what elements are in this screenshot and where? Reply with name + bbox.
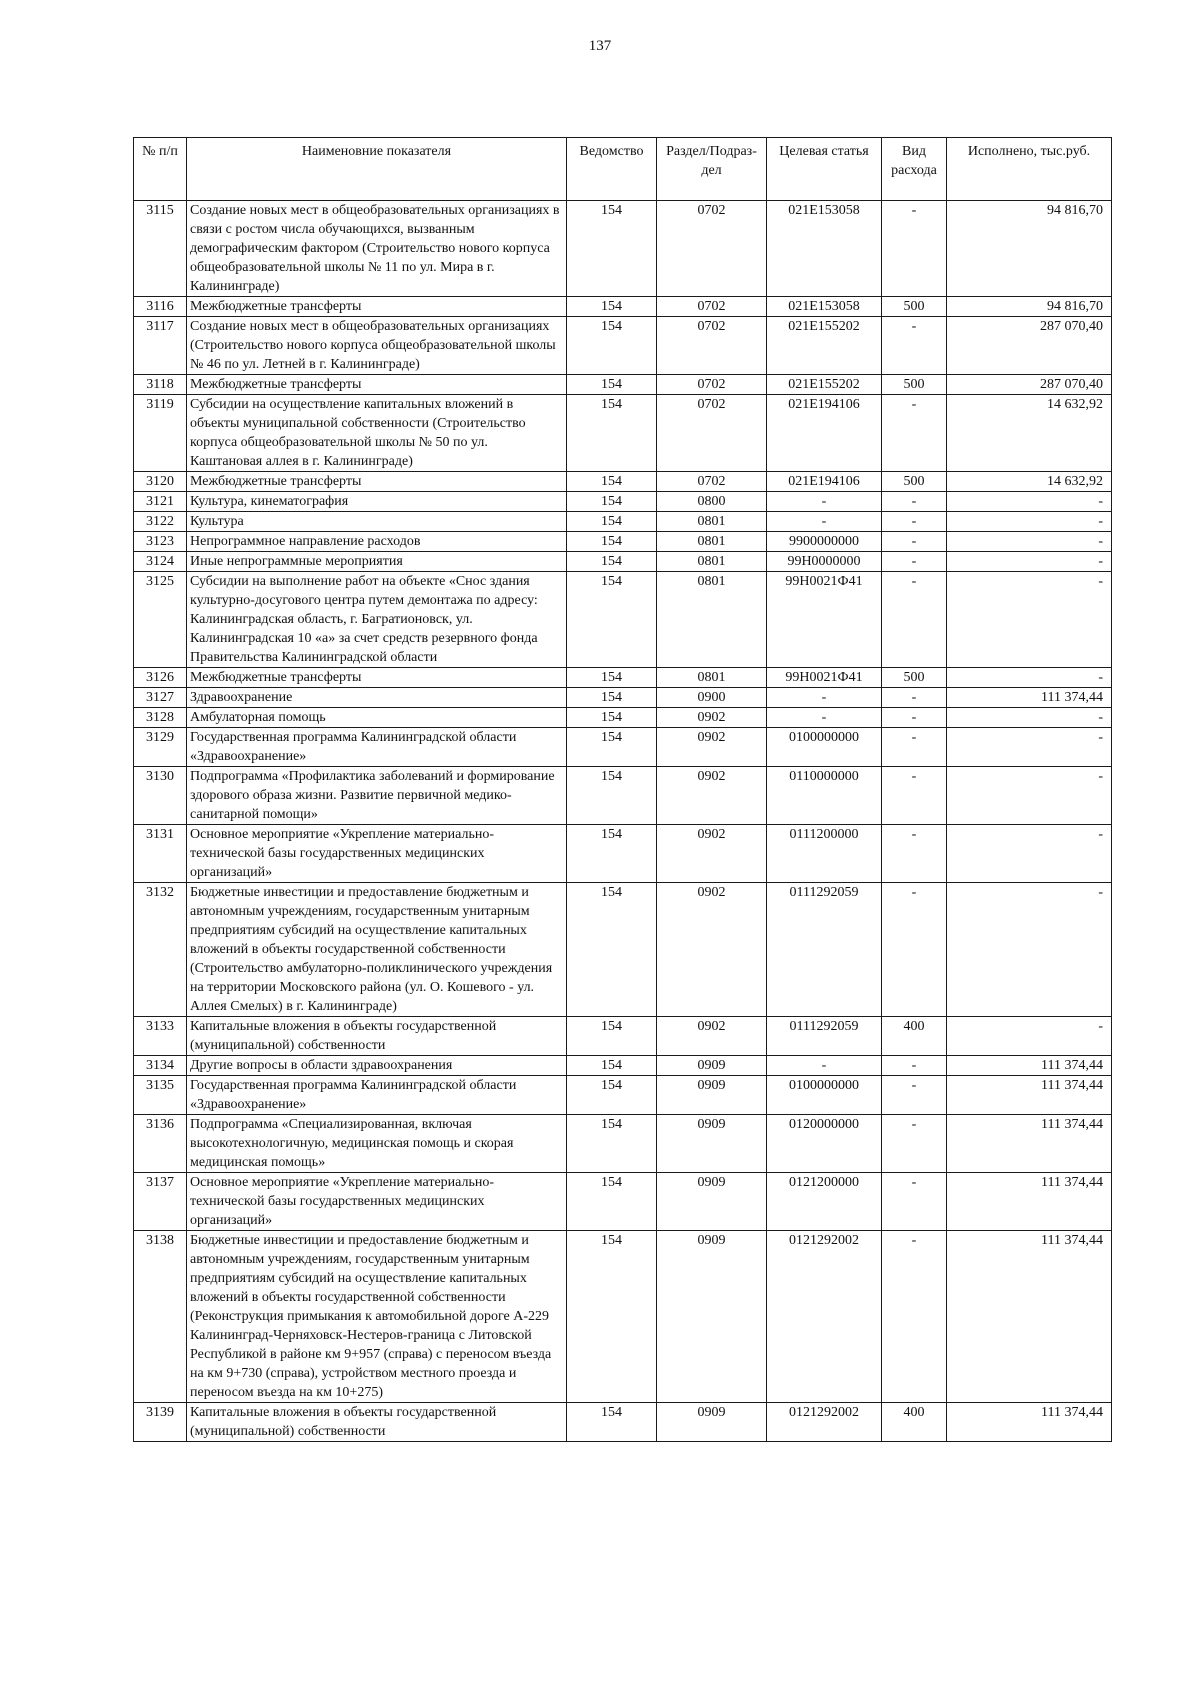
- cell-dept: 154: [567, 688, 657, 708]
- cell-type: -: [882, 532, 947, 552]
- cell-amount: -: [947, 883, 1112, 1017]
- cell-type: -: [882, 512, 947, 532]
- cell-type: 500: [882, 297, 947, 317]
- cell-article: 9900000000: [767, 532, 882, 552]
- cell-num: 3126: [134, 668, 187, 688]
- table-body: [134, 201, 1112, 1442]
- cell-name: Межбюджетные трансферты: [187, 297, 567, 317]
- table-row: [134, 317, 1112, 375]
- table-row: [134, 767, 1112, 825]
- cell-dept: 154: [567, 1115, 657, 1173]
- cell-article: -: [767, 1056, 882, 1076]
- cell-type: -: [882, 1115, 947, 1173]
- table-row: [134, 883, 1112, 1017]
- cell-num: 3134: [134, 1056, 187, 1076]
- cell-name: Культура: [187, 512, 567, 532]
- cell-name: Государственная программа Калининградской области «Здравоохранение»: [187, 1076, 567, 1115]
- cell-article: -: [767, 688, 882, 708]
- table-row: [134, 201, 1112, 297]
- cell-section: 0702: [657, 317, 767, 375]
- cell-name: Создание новых мест в общеобразовательных организациях в связи с ростом числа обучающихся, вызванным демографическим фактором (Строительство нового корпуса общеобразовательной школы № 11 по ул. Мира в г. Калининграде): [187, 201, 567, 297]
- cell-section: 0902: [657, 1017, 767, 1056]
- cell-dept: 154: [567, 472, 657, 492]
- cell-section: 0702: [657, 201, 767, 297]
- cell-num: 3121: [134, 492, 187, 512]
- cell-num: 3118: [134, 375, 187, 395]
- cell-name: Капитальные вложения в объекты государственной (муниципальной) собственности: [187, 1017, 567, 1056]
- cell-article: 0111292059: [767, 1017, 882, 1056]
- cell-type: -: [882, 883, 947, 1017]
- cell-amount: -: [947, 767, 1112, 825]
- cell-name: Создание новых мест в общеобразовательных организациях (Строительство нового корпуса общеобразовательной школы № 46 по ул. Летней в г. Калининграде): [187, 317, 567, 375]
- cell-type: 400: [882, 1017, 947, 1056]
- cell-type: -: [882, 317, 947, 375]
- cell-type: 500: [882, 668, 947, 688]
- cell-article: 0120000000: [767, 1115, 882, 1173]
- cell-num: 3128: [134, 708, 187, 728]
- cell-name: Подпрограмма «Профилактика заболеваний и формирование здорового образа жизни. Развитие первичной медико-санитарной помощи»: [187, 767, 567, 825]
- table-row: [134, 825, 1112, 883]
- cell-dept: 154: [567, 532, 657, 552]
- header-dept: Ведомство: [567, 138, 657, 201]
- header-article: Целевая статья: [767, 138, 882, 201]
- cell-amount: 111 374,44: [947, 1056, 1112, 1076]
- cell-amount: -: [947, 512, 1112, 532]
- cell-amount: -: [947, 728, 1112, 767]
- cell-num: 3119: [134, 395, 187, 472]
- cell-num: 3123: [134, 532, 187, 552]
- cell-num: 3120: [134, 472, 187, 492]
- cell-section: 0702: [657, 375, 767, 395]
- cell-amount: 287 070,40: [947, 375, 1112, 395]
- cell-type: -: [882, 728, 947, 767]
- cell-section: 0909: [657, 1403, 767, 1442]
- cell-num: 3138: [134, 1231, 187, 1403]
- cell-dept: 154: [567, 728, 657, 767]
- cell-section: 0902: [657, 728, 767, 767]
- cell-name: Культура, кинематография: [187, 492, 567, 512]
- cell-num: 3124: [134, 552, 187, 572]
- cell-type: -: [882, 825, 947, 883]
- cell-name: Подпрограмма «Специализированная, включая высокотехнологичную, медицинская помощь и скорая медицинская помощь»: [187, 1115, 567, 1173]
- cell-name: Амбулаторная помощь: [187, 708, 567, 728]
- header-name: Наименовние показателя: [187, 138, 567, 201]
- cell-dept: 154: [567, 825, 657, 883]
- cell-name: Капитальные вложения в объекты государственной (муниципальной) собственности: [187, 1403, 567, 1442]
- cell-amount: -: [947, 1017, 1112, 1056]
- cell-article: 0111292059: [767, 883, 882, 1017]
- cell-section: 0702: [657, 472, 767, 492]
- cell-amount: 111 374,44: [947, 1403, 1112, 1442]
- cell-num: 3137: [134, 1173, 187, 1231]
- table-row: [134, 708, 1112, 728]
- cell-article: 021E153058: [767, 297, 882, 317]
- header-type: Вид расхода: [882, 138, 947, 201]
- cell-article: 0100000000: [767, 1076, 882, 1115]
- cell-name: Государственная программа Калининградской области «Здравоохранение»: [187, 728, 567, 767]
- cell-section: 0909: [657, 1173, 767, 1231]
- cell-name: Межбюджетные трансферты: [187, 472, 567, 492]
- cell-article: 0110000000: [767, 767, 882, 825]
- cell-type: -: [882, 708, 947, 728]
- cell-section: 0702: [657, 395, 767, 472]
- cell-name: Основное мероприятие «Укрепление материально-технической базы государственных медицинских организаций»: [187, 825, 567, 883]
- cell-name: Иные непрограммные мероприятия: [187, 552, 567, 572]
- cell-section: 0909: [657, 1231, 767, 1403]
- cell-dept: 154: [567, 572, 657, 668]
- cell-article: -: [767, 512, 882, 532]
- table-row: [134, 1076, 1112, 1115]
- cell-article: 99Н0021Ф41: [767, 572, 882, 668]
- cell-amount: -: [947, 668, 1112, 688]
- cell-section: 0801: [657, 572, 767, 668]
- cell-name: Основное мероприятие «Укрепление материально-технической базы государственных медицинских организаций»: [187, 1173, 567, 1231]
- cell-section: 0902: [657, 825, 767, 883]
- cell-dept: 154: [567, 1076, 657, 1115]
- cell-type: -: [882, 1231, 947, 1403]
- table-row: [134, 1115, 1112, 1173]
- cell-num: 3117: [134, 317, 187, 375]
- cell-amount: 111 374,44: [947, 1231, 1112, 1403]
- cell-num: 3135: [134, 1076, 187, 1115]
- cell-type: -: [882, 1056, 947, 1076]
- cell-dept: 154: [567, 297, 657, 317]
- cell-type: -: [882, 1076, 947, 1115]
- cell-num: 3136: [134, 1115, 187, 1173]
- cell-type: -: [882, 395, 947, 472]
- cell-type: 500: [882, 375, 947, 395]
- cell-amount: 111 374,44: [947, 1173, 1112, 1231]
- cell-amount: 14 632,92: [947, 472, 1112, 492]
- cell-num: 3130: [134, 767, 187, 825]
- table-row: [134, 512, 1112, 532]
- cell-name: Межбюджетные трансферты: [187, 668, 567, 688]
- cell-amount: 94 816,70: [947, 297, 1112, 317]
- cell-name: Бюджетные инвестиции и предоставление бюджетным и автономным учреждениям, государственным унитарным предприятиям субсидий на осуществление капитальных вложений в объекты государственной собственности (Строительство амбулаторно-поликлинического учреждения на территории Московского района (ул. О. Кошевого - ул. Аллея Смелых) в г. Калининграде): [187, 883, 567, 1017]
- cell-amount: 287 070,40: [947, 317, 1112, 375]
- cell-amount: 111 374,44: [947, 1115, 1112, 1173]
- cell-article: -: [767, 492, 882, 512]
- header-num: № п/п: [134, 138, 187, 201]
- cell-amount: -: [947, 532, 1112, 552]
- cell-dept: 154: [567, 375, 657, 395]
- cell-amount: 94 816,70: [947, 201, 1112, 297]
- cell-article: 0121292002: [767, 1231, 882, 1403]
- cell-section: 0702: [657, 297, 767, 317]
- cell-type: -: [882, 572, 947, 668]
- cell-name: Здравоохранение: [187, 688, 567, 708]
- cell-dept: 154: [567, 317, 657, 375]
- cell-num: 3131: [134, 825, 187, 883]
- cell-dept: 154: [567, 492, 657, 512]
- cell-dept: 154: [567, 708, 657, 728]
- cell-section: 0909: [657, 1115, 767, 1173]
- cell-section: 0801: [657, 668, 767, 688]
- header-amount: Исполнено, тыс.руб.: [947, 138, 1112, 201]
- cell-num: 3115: [134, 201, 187, 297]
- cell-dept: 154: [567, 512, 657, 532]
- cell-dept: 154: [567, 668, 657, 688]
- cell-type: -: [882, 492, 947, 512]
- cell-type: 400: [882, 1403, 947, 1442]
- table-row: [134, 1231, 1112, 1403]
- cell-num: 3125: [134, 572, 187, 668]
- cell-article: 0121200000: [767, 1173, 882, 1231]
- cell-num: 3139: [134, 1403, 187, 1442]
- cell-type: -: [882, 552, 947, 572]
- table-row: [134, 532, 1112, 552]
- table-row: [134, 472, 1112, 492]
- cell-section: 0801: [657, 552, 767, 572]
- cell-amount: -: [947, 552, 1112, 572]
- cell-section: 0909: [657, 1076, 767, 1115]
- cell-dept: 154: [567, 201, 657, 297]
- cell-name: Другие вопросы в области здравоохранения: [187, 1056, 567, 1076]
- cell-dept: 154: [567, 1173, 657, 1231]
- cell-section: 0800: [657, 492, 767, 512]
- cell-amount: -: [947, 708, 1112, 728]
- cell-amount: -: [947, 572, 1112, 668]
- cell-article: 021E153058: [767, 201, 882, 297]
- cell-amount: -: [947, 825, 1112, 883]
- cell-name: Бюджетные инвестиции и предоставление бюджетным и автономным учреждениям, государственным унитарным предприятиям субсидий на осуществление капитальных вложений в объекты государственной собственности (Реконструкция примыкания к автомобильной дороге А-229 Калининград-Черняховск-Нестеров-граница с Литовской Республикой в районе км 9+957 (справа) с переносом въезда на км 9+730 (справа), устройством местного проезда и переносом въезда на км 10+275): [187, 1231, 567, 1403]
- cell-num: 3132: [134, 883, 187, 1017]
- cell-amount: -: [947, 492, 1112, 512]
- cell-article: 0111200000: [767, 825, 882, 883]
- cell-section: 0801: [657, 532, 767, 552]
- cell-section: 0902: [657, 708, 767, 728]
- cell-article: 99Н0000000: [767, 552, 882, 572]
- cell-article: -: [767, 708, 882, 728]
- table-row: [134, 1173, 1112, 1231]
- cell-dept: 154: [567, 1056, 657, 1076]
- cell-amount: 111 374,44: [947, 688, 1112, 708]
- cell-amount: 14 632,92: [947, 395, 1112, 472]
- cell-type: -: [882, 1173, 947, 1231]
- cell-article: 021E194106: [767, 395, 882, 472]
- cell-dept: 154: [567, 552, 657, 572]
- cell-article: 021E194106: [767, 472, 882, 492]
- table-row: [134, 668, 1112, 688]
- cell-section: 0902: [657, 883, 767, 1017]
- table-row: [134, 297, 1112, 317]
- cell-num: 3122: [134, 512, 187, 532]
- table-row: [134, 1403, 1112, 1442]
- cell-dept: 154: [567, 395, 657, 472]
- cell-section: 0909: [657, 1056, 767, 1076]
- cell-num: 3133: [134, 1017, 187, 1056]
- table-row: [134, 1017, 1112, 1056]
- table-row: [134, 375, 1112, 395]
- cell-name: Непрограммное направление расходов: [187, 532, 567, 552]
- cell-article: 021E155202: [767, 317, 882, 375]
- cell-num: 3127: [134, 688, 187, 708]
- cell-dept: 154: [567, 1017, 657, 1056]
- cell-section: 0902: [657, 767, 767, 825]
- table-row: [134, 395, 1112, 472]
- table-header-row: [134, 138, 1112, 201]
- table-row: [134, 1056, 1112, 1076]
- cell-section: 0801: [657, 512, 767, 532]
- cell-num: 3116: [134, 297, 187, 317]
- cell-dept: 154: [567, 1403, 657, 1442]
- table-row: [134, 492, 1112, 512]
- cell-type: -: [882, 201, 947, 297]
- table-row: [134, 688, 1112, 708]
- cell-amount: 111 374,44: [947, 1076, 1112, 1115]
- cell-article: 0100000000: [767, 728, 882, 767]
- cell-type: -: [882, 688, 947, 708]
- table-row: [134, 552, 1112, 572]
- cell-article: 021E155202: [767, 375, 882, 395]
- cell-name: Субсидии на выполнение работ на объекте «Снос здания культурно-досугового центра путем демонтажа по адресу: Калининградская область, г. Багратионовск, ул. Калининградская 10 «а» за счет средств резервного фонда Правительства Калининградской области: [187, 572, 567, 668]
- cell-section: 0900: [657, 688, 767, 708]
- cell-num: 3129: [134, 728, 187, 767]
- cell-article: 99Н0021Ф41: [767, 668, 882, 688]
- cell-type: -: [882, 767, 947, 825]
- page-number: 137: [588, 38, 612, 54]
- table-row: [134, 728, 1112, 767]
- cell-type: 500: [882, 472, 947, 492]
- cell-name: Субсидии на осуществление капитальных вложений в объекты муниципальной собственности (Строительство корпуса общеобразовательной школы № 50 по ул. Каштановая аллея в г. Калининграде): [187, 395, 567, 472]
- cell-dept: 154: [567, 1231, 657, 1403]
- cell-article: 0121292002: [767, 1403, 882, 1442]
- table-row: [134, 572, 1112, 668]
- cell-name: Межбюджетные трансферты: [187, 375, 567, 395]
- cell-dept: 154: [567, 767, 657, 825]
- budget-table: [133, 137, 1112, 1442]
- header-section: Раздел/Подраз-дел: [657, 138, 767, 201]
- cell-dept: 154: [567, 883, 657, 1017]
